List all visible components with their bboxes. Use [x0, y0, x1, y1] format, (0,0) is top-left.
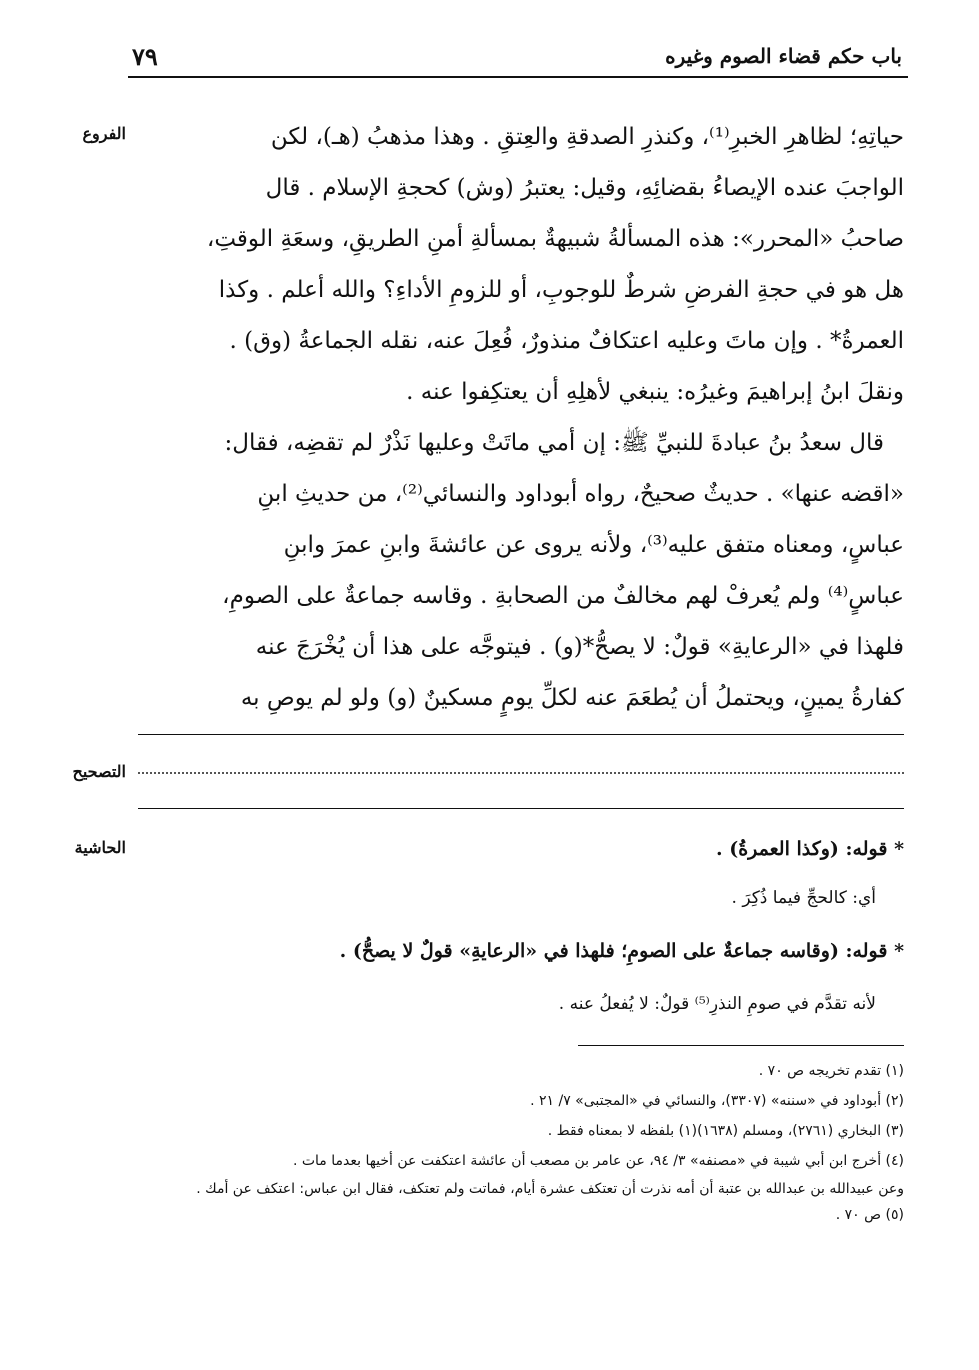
- footnotes: [138, 1056, 904, 1228]
- footnote: وعن عبيدالله بن عبدالله بن عتبة أن أمه نذرت أن تعتكف عشرة أيام، فماتت ولم تعتكف، فقال ابن عباس: اعتكف عن أمك .: [196, 1181, 904, 1197]
- hashiya-quote: [138, 838, 904, 860]
- main-line: حياتِهِ؛ لظاهرِ الخبرِ⁽¹⁾، وكنذرِ الصدقةِ والعِتقِ . وهذا مذهبُ (هـ)، لكن: [270, 124, 904, 150]
- hashiya-item: [138, 838, 904, 860]
- hashiya-note: لأنه تقدَّم في صومِ النذرِ⁽⁵⁾ قولٌ: لا يُفعلُ عنه .: [558, 994, 876, 1014]
- hashiya-quote: [138, 940, 904, 962]
- main-line: «اقضه عنها» . حديثٌ صحيحٌ، رواه أبوداود والنسائي⁽²⁾، من حديثِ ابنِ: [257, 481, 904, 507]
- hashiya-quote-text: قوله: (وقاسه جماعةٌ على الصومِ؛ فلهذا في «الرعايةِ» قولٌ لا يصحُّ) .: [339, 940, 888, 962]
- tashih-dotted-line: [138, 772, 904, 774]
- hashiya-note: أي: كالحجِّ فيما ذُكِرَ .: [731, 888, 876, 908]
- page-number: ٧٩: [132, 42, 158, 71]
- main-line: كفارةُ يمينٍ، ويحتملُ أن يُطعَمَ عنه لكلِّ يومٍ مسكينٌ (و) ولو لم يوصِ به: [240, 685, 904, 711]
- side-label-hashiya: الحاشية: [74, 838, 126, 857]
- main-line: هل هو في حجةِ الفرضِ شرطٌ للوجوبِ، أو للزومِ الأداءِ؟ والله أعلم . وكذا: [218, 277, 904, 303]
- section-divider: [138, 808, 904, 809]
- asterisk-marker: *: [894, 940, 904, 962]
- asterisk-marker: *: [894, 838, 904, 860]
- main-line: ونقلَ ابنُ إبراهيمَ وغيرُه: ينبغي لأهلِهِ أن يعتكِفوا عنه .: [406, 379, 904, 405]
- main-line: العمرةُ* . وإن ماتَ وعليه اعتكافٌ منذورٌ، فُعِلَ عنه، نقله الجماعةُ (وق) .: [229, 328, 904, 354]
- main-text: [130, 112, 904, 724]
- main-line: قال سعدُ بنُ عبادةَ للنبيِّ ﷺ: إن أمي ماتَتْ وعليها نَذْرٌ لم تقضِه، فقال:: [224, 430, 884, 456]
- footnote-rule: [578, 1045, 904, 1046]
- main-line: عباسٍ⁽⁴⁾ ولم يُعرفْ لهم مخالفٌ من الصحابةِ . وقاسه جماعةٌ على الصومِ،: [222, 583, 904, 609]
- footnote: (٢) أبوداود في «سننه» (٣٣٠٧)، والنسائي في «المجتبى» ٧/ ٢١ .: [530, 1093, 904, 1109]
- hashiya-item: [138, 940, 904, 962]
- footnote: (٥) ص ٧٠ .: [835, 1207, 904, 1223]
- footnote: (١) تقدم تخريجه ص ٧٠ .: [758, 1063, 904, 1079]
- page-header: [128, 36, 908, 78]
- running-head: باب حكم قضاء الصوم وغيره: [665, 44, 902, 68]
- hashiya-quote-text: قوله: (وكذا العمرةُ) .: [715, 838, 888, 860]
- footnote: (٣) البخاري (٢٧٦١)، ومسلم (١٦٣٨)(١) بلفظه لا بمعناه فقط .: [547, 1123, 904, 1139]
- side-label-tashih: التصحيح: [72, 762, 126, 781]
- section-divider: [138, 734, 904, 735]
- main-line: صاحبُ «المحرر»: هذه المسألةُ شبيهةٌ بمسألةِ أمنِ الطريقِ، وسعَةِ الوقتِ،: [206, 226, 904, 252]
- hashiya-note-wrap: [138, 888, 904, 908]
- main-line: الواجبَ عنده الإيصاءُ بقضائِهِ، وقيل: يعتبرُ (وش) كحجةِ الإسلام . قال: [265, 175, 904, 201]
- main-line: فلهذا في «الرعايةِ» قولٌ: لا يصحُّ*(و) . فيتوجَّه على هذا أن يُخْرَجَ عنه: [255, 634, 904, 660]
- footnote: (٤) أخرج ابن أبي شيبة في «مصنفه» ٣/ ٩٤، عن عامر بن مصعب أن عائشة اعتكفت عن أخيها بعدما مات .: [292, 1153, 904, 1169]
- main-line: عباسٍ، ومعناه متفق عليه⁽³⁾، ولأنه يروى عن عائشةَ وابنِ عمرَ وابنِ: [283, 532, 904, 558]
- side-label-furu: الفروع: [82, 124, 126, 143]
- hashiya-note-wrap: [138, 994, 904, 1014]
